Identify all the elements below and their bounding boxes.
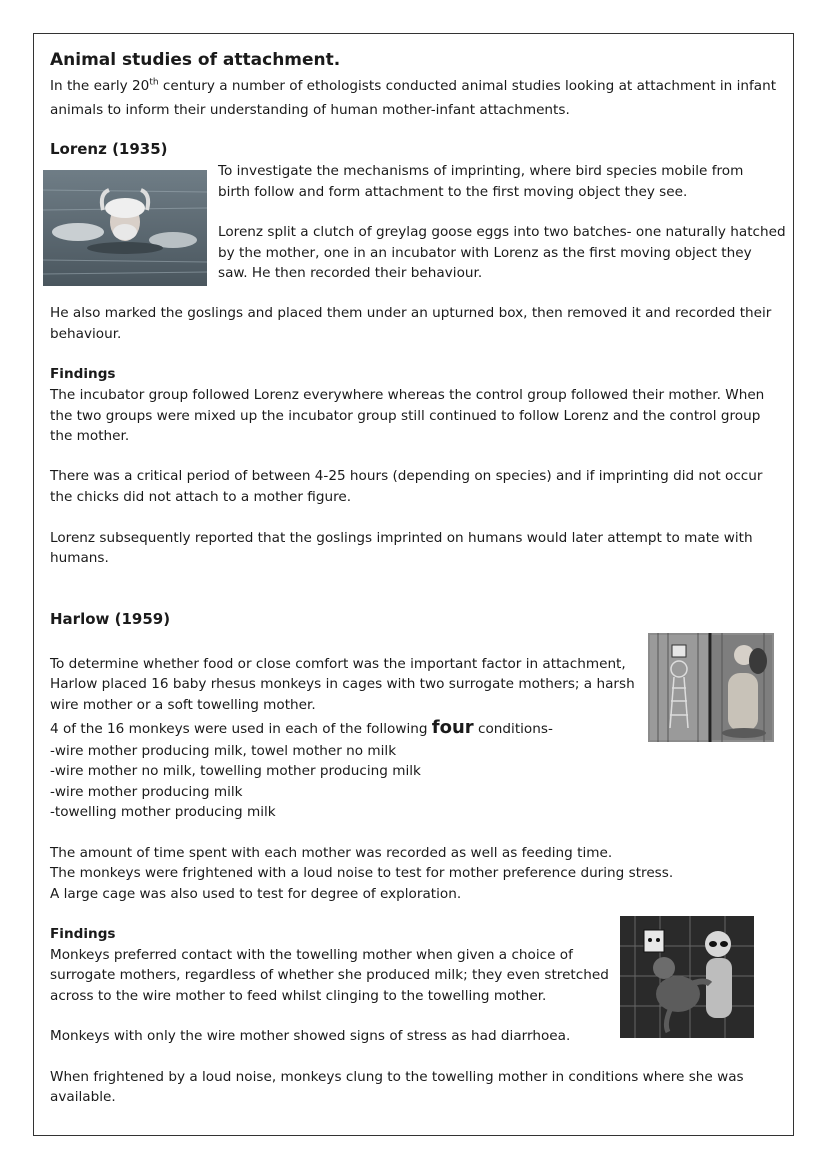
lorenz-findings3-1: Lorenz subsequently reported that the goslings imprinted on humans would later attempt to mate with — [50, 530, 753, 546]
lorenz-findings1-1: The incubator group followed Lorenz everywhere whereas the control group followed their mother. When — [50, 387, 765, 403]
harlow-condition-3: -wire mother producing milk — [50, 784, 243, 800]
harlow-findings3-2: available. — [50, 1089, 116, 1105]
lorenz-findings-heading: Findings — [50, 366, 116, 382]
harlow-monkey-photo — [620, 916, 754, 1038]
lorenz-findings2-1: There was a critical period of between 4-25 hours (depending on species) and if imprinting did not occur — [50, 468, 763, 484]
harlow-aim-1: To determine whether food or close comfort was the important factor in attachment, — [50, 656, 626, 672]
lorenz-method-2: by the mother, one in an incubator with Lorenz as the first moving object they — [218, 245, 752, 261]
harlow-procedure-2: The monkeys were frightened with a loud noise to test for mother preference during stress. — [50, 865, 674, 881]
intro-line-2: animals to inform their understanding of human mother-infant attachments. — [50, 102, 570, 118]
harlow-aim-3: wire mother or a soft towelling mother. — [50, 697, 316, 713]
lorenz-heading: Lorenz (1935) — [50, 140, 168, 158]
lorenz-method-1: Lorenz split a clutch of greylag goose eggs into two batches- one naturally hatched — [218, 224, 786, 240]
harlow-condition-4: -towelling mother producing milk — [50, 804, 276, 820]
lorenz-findings1-3: the mother. — [50, 428, 130, 444]
lorenz-aim-2: birth follow and form attachment to the first moving object they see. — [218, 184, 688, 200]
lorenz-method2-2: behaviour. — [50, 326, 122, 342]
harlow-conditions-intro: 4 of the 16 monkeys were used in each of the following four conditions- — [50, 717, 553, 738]
harlow-condition-1: -wire mother producing milk, towel mother no milk — [50, 743, 397, 759]
harlow-procedure-3: A large cage was also used to test for degree of exploration. — [50, 886, 462, 902]
harlow-findings-heading: Findings — [50, 926, 116, 942]
harlow-aim-2: Harlow placed 16 baby rhesus monkeys in cages with two surrogate mothers; a harsh — [50, 676, 635, 692]
lorenz-findings3-2: humans. — [50, 550, 109, 566]
harlow-surrogates-photo — [648, 633, 774, 742]
harlow-findings1-1: Monkeys preferred contact with the towelling mother when given a choice of — [50, 947, 573, 963]
lorenz-findings2-2: the chicks did not attach to a mother figure. — [50, 489, 352, 505]
harlow-condition-2: -wire mother no milk, towelling mother producing milk — [50, 763, 421, 779]
lorenz-method-3: saw. He then recorded their behaviour. — [218, 265, 483, 281]
page-title: Animal studies of attachment. — [50, 50, 341, 70]
lorenz-photo — [43, 170, 207, 286]
lorenz-aim-1: To investigate the mechanisms of imprinting, where bird species mobile from — [218, 163, 744, 179]
lorenz-method2-1: He also marked the goslings and placed them under an upturned box, then removed it and recorded their — [50, 305, 772, 321]
harlow-findings2: Monkeys with only the wire mother showed signs of stress as had diarrhoea. — [50, 1028, 571, 1044]
harlow-findings1-2: surrogate mothers, regardless of whether she produced milk; they even stretched — [50, 967, 609, 983]
harlow-procedure-1: The amount of time spent with each mother was recorded as well as feeding time. — [50, 845, 613, 861]
harlow-heading: Harlow (1959) — [50, 610, 171, 628]
harlow-findings3-1: When frightened by a loud noise, monkeys clung to the towelling mother in conditions where she was — [50, 1069, 744, 1085]
harlow-findings1-3: across to the wire mother to feed whilst clinging to the towelling mother. — [50, 988, 547, 1004]
lorenz-findings1-2: the two groups were mixed up the incubator group still continued to follow Lorenz and the control group — [50, 408, 761, 424]
intro-line-1: In the early 20th century a number of ethologists conducted animal studies looking at attachment in infant — [50, 77, 777, 94]
